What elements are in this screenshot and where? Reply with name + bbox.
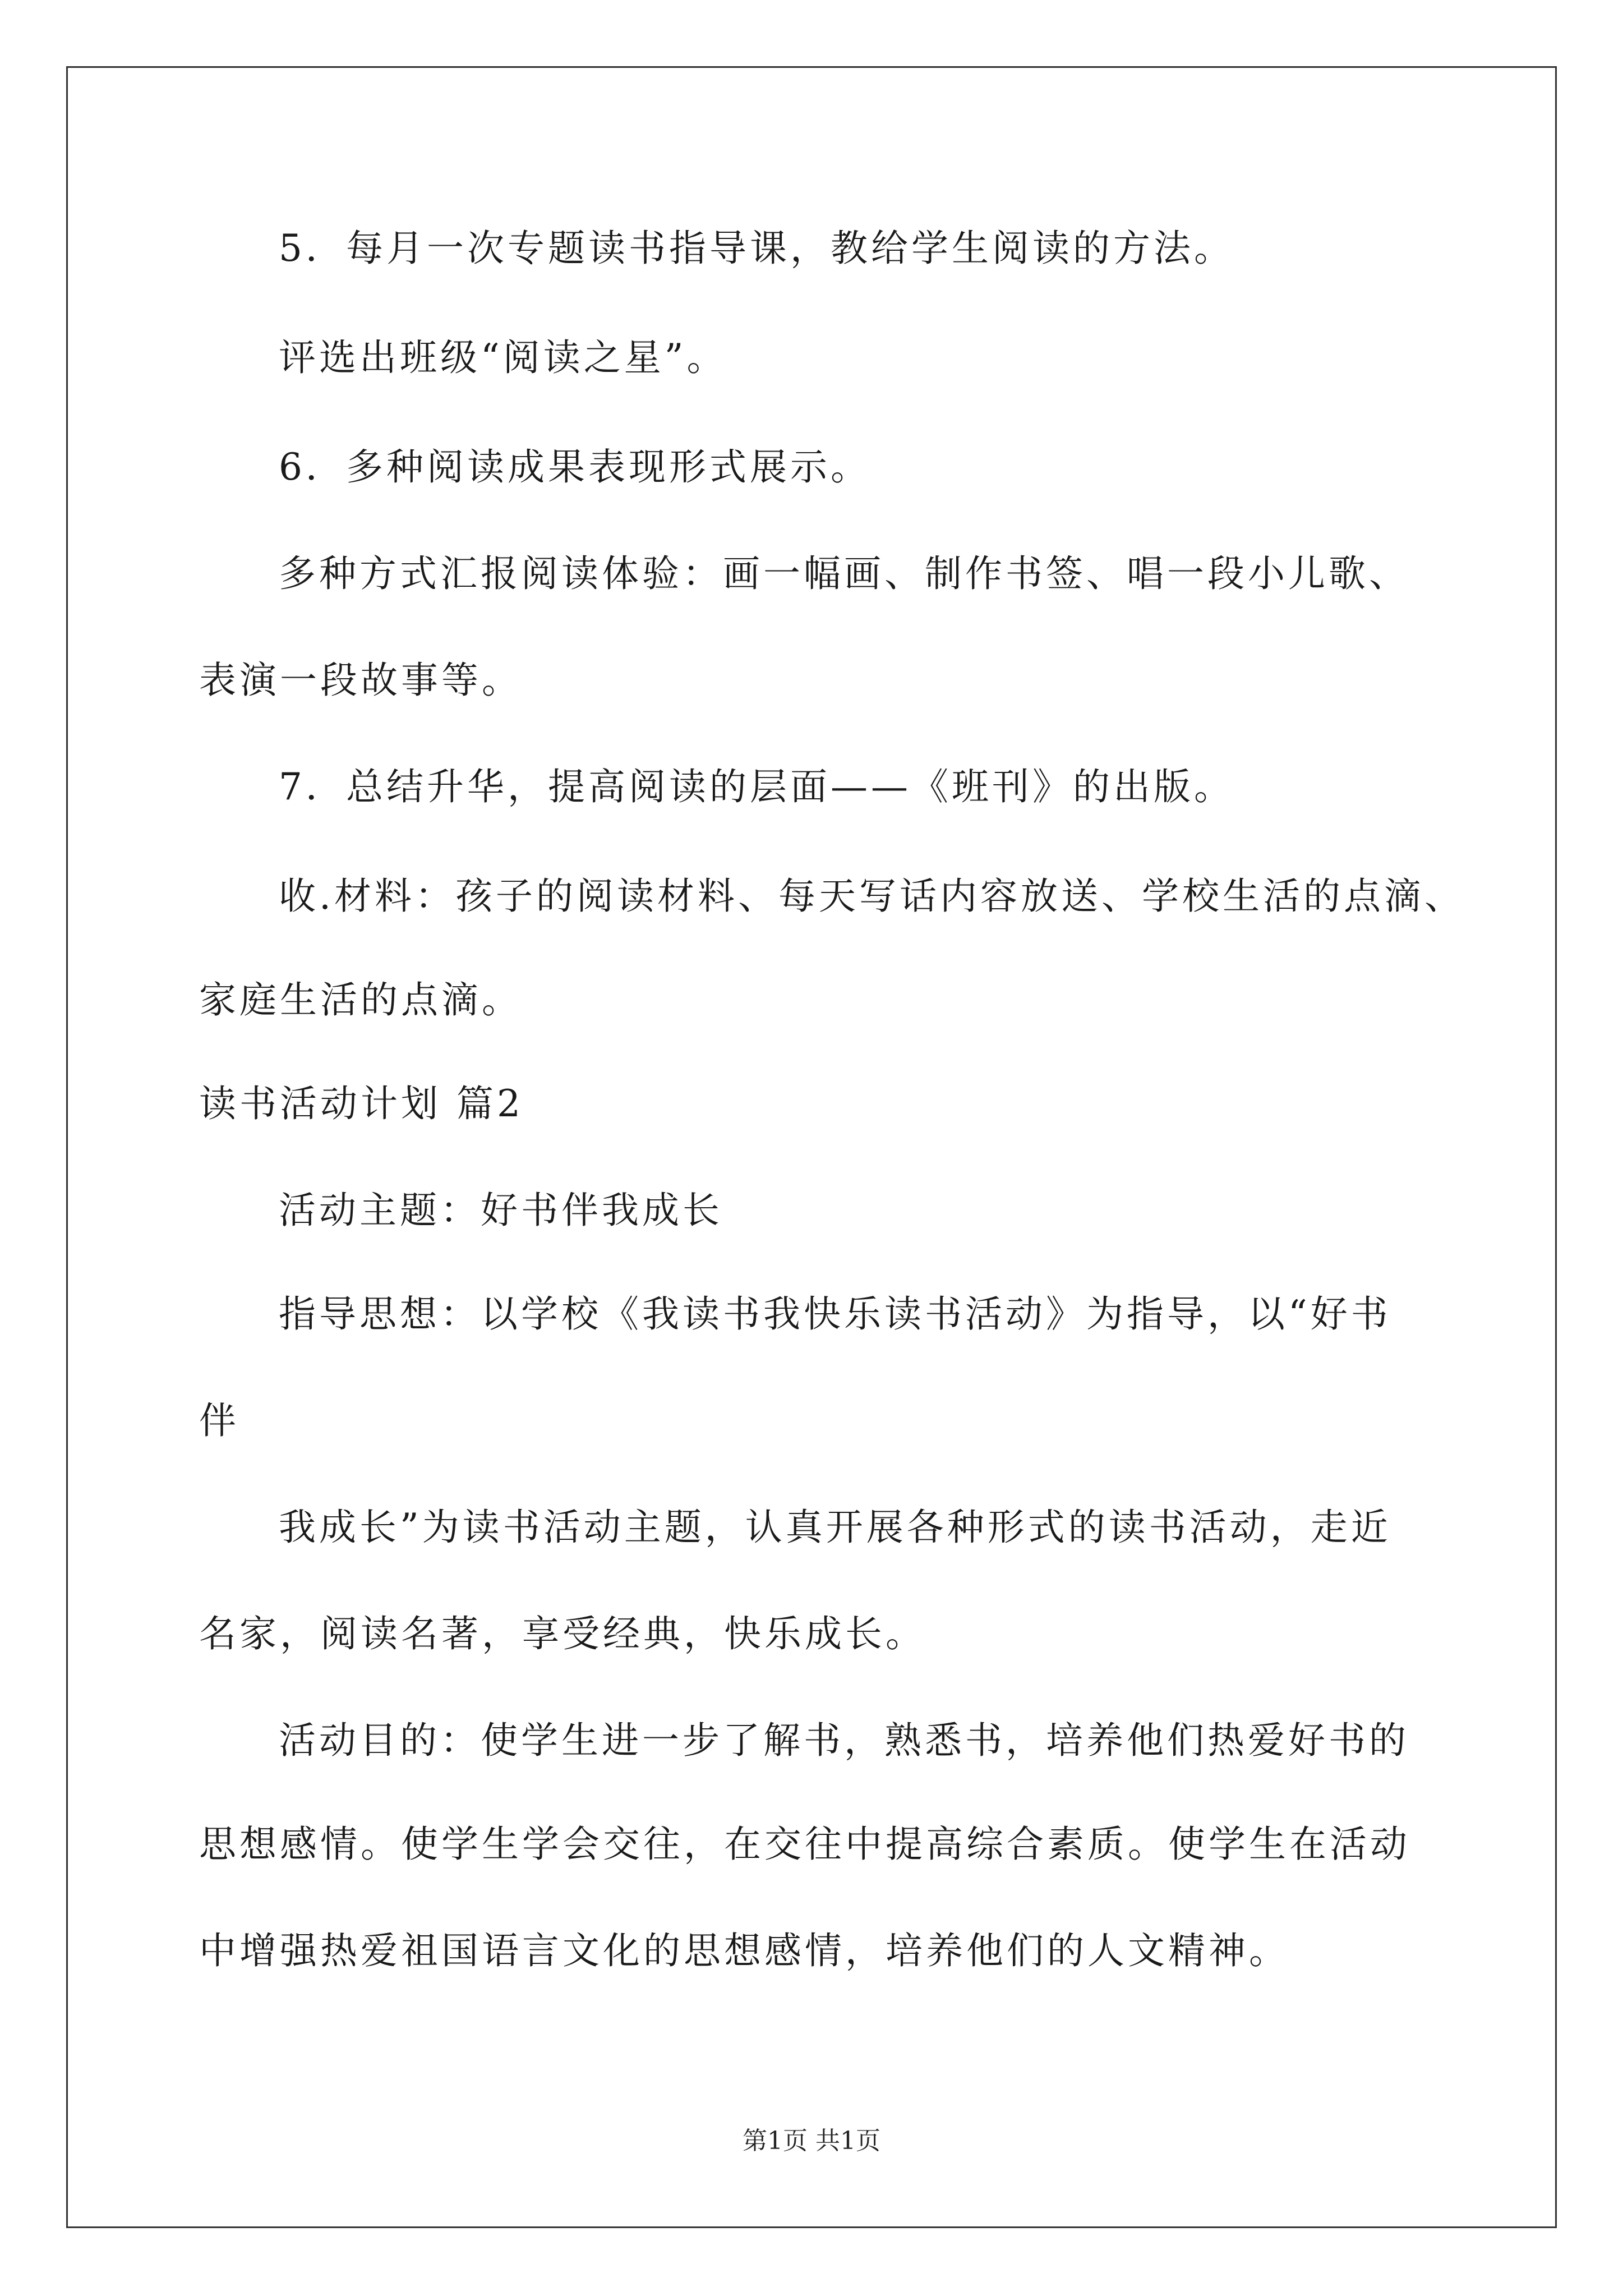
paragraph-line: 评选出班级“阅读之星”。 [279,336,727,379]
paragraph-line: 活动目的：使学生进一步了解书，熟悉书，培养他们热爱好书的 [279,1719,1409,1762]
paragraph-line: 活动主题：好书伴我成长 [279,1189,723,1232]
paragraph-line: 表演一段故事等。 [199,659,522,702]
paragraph-line: 家庭生活的点滴。 [199,978,522,1022]
paragraph-line: 7．总结升华，提高阅读的层面——《班刊》的出版。 [279,765,1234,808]
paragraph-line: 收.材料：孩子的阅读材料、每天写话内容放送、学校生活的点滴、 [279,875,1465,918]
page-frame [66,66,1557,2228]
section-heading: 读书活动计划 篇2 [199,1082,524,1125]
paragraph-line: 中增强热爱祖国语言文化的思想感情，培养他们的人文精神。 [199,1929,1289,1972]
paragraph-line: 伴 [199,1399,239,1442]
paragraph-line: 指导思想：以学校《我读书我快乐读书活动》为指导，以“好书 [279,1292,1391,1336]
paragraph-line: 我成长”为读书活动主题，认真开展各种形式的读书活动，走近 [279,1506,1391,1549]
paragraph-line: 6．多种阅读成果表现形式展示。 [279,445,871,489]
paragraph-line: 5．每月一次专题读书指导课，教给学生阅读的方法。 [279,227,1234,270]
page-footer: 第1页 共1页 [743,2127,880,2155]
paragraph-line: 名家，阅读名著，享受经典，快乐成长。 [199,1612,926,1655]
paragraph-line: 思想感情。使学生学会交往，在交往中提高综合素质。使学生在活动 [199,1823,1410,1866]
paragraph-line: 多种方式汇报阅读体验：画一幅画、制作书签、唱一段小儿歌、 [279,552,1409,595]
